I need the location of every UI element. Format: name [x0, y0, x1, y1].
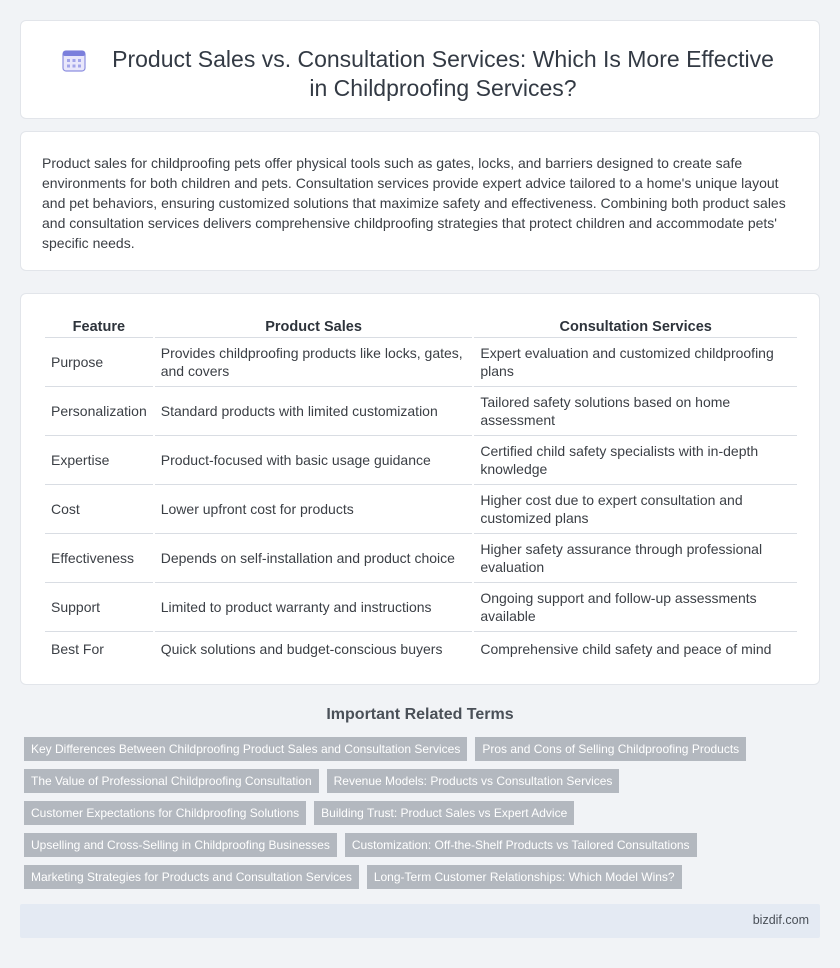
product-sales-cell: Quick solutions and budget-conscious buyers [160, 641, 443, 657]
consultation-cell: Tailored safety solutions based on home assessment [474, 387, 797, 436]
product-sales-cell: Product-focused with basic usage guidance [155, 436, 473, 485]
table-row [45, 387, 797, 436]
consultation-cell: Ongoing support and follow-up assessments available [474, 583, 797, 632]
feature-cell: Purpose [45, 338, 153, 387]
comparison-table-card [20, 293, 820, 685]
page-title: Product Sales vs. Consultation Services: Which Is More Effective in Childproofing Services? [112, 46, 774, 101]
related-term-link[interactable]: Customization: Off-the-Shelf Products vs Tailored Consultations [345, 833, 697, 857]
related-term-link[interactable]: Long-Term Customer Relationships: Which Model Wins? [367, 865, 682, 889]
table-header-row [45, 316, 797, 338]
table-row [45, 436, 797, 485]
related-terms-heading: Important Related Terms [326, 706, 514, 723]
feature-cell: Best For [51, 641, 104, 657]
calendar-icon [61, 47, 87, 73]
consultation-cell: Higher safety assurance through professional evaluation [474, 534, 797, 583]
product-sales-cell: Standard products with limited customization [155, 387, 473, 436]
feature-cell: Support [45, 583, 153, 632]
feature-cell: Expertise [45, 436, 153, 485]
product-sales-cell: Provides childproofing products like locks, gates, and covers [155, 338, 473, 387]
consultation-cell: Expert evaluation and customized childproofing plans [474, 338, 797, 387]
header-feature: Feature [45, 316, 153, 338]
related-term-link[interactable]: Pros and Cons of Selling Childproofing Products [475, 737, 746, 761]
table-row [45, 583, 797, 632]
footer-site-link[interactable]: bizdif.com [752, 913, 809, 927]
related-term-link[interactable]: Building Trust: Product Sales vs Expert Advice [314, 801, 574, 825]
consultation-cell: Higher cost due to expert consultation and customized plans [474, 485, 797, 534]
product-sales-cell: Depends on self-installation and product choice [155, 534, 473, 583]
table-row [45, 338, 797, 387]
related-term-link[interactable]: Upselling and Cross-Selling in Childproofing Businesses [24, 833, 337, 857]
consultation-cell: Comprehensive child safety and peace of mind [480, 641, 772, 657]
related-terms-list [24, 737, 814, 889]
product-sales-cell: Lower upfront cost for products [155, 485, 473, 534]
related-term-link[interactable]: Key Differences Between Childproofing Product Sales and Consultation Services [24, 737, 467, 761]
table-row [45, 534, 797, 583]
intro-paragraph: Product sales for childproofing pets offer physical tools such as gates, locks, and barriers designed to create safe environments for both children and pets. Consultation services provide expert advice tailored to a home's unique layout and pet behaviors, ensuring customized solutions that maximize safety and effectiveness. Combining both product sales and consultation services delivers comprehensive childproofing strategies that protect children and accommodate pets' specific needs. [42, 155, 786, 251]
table-row [45, 632, 797, 666]
footer [20, 904, 820, 938]
feature-cell: Cost [45, 485, 153, 534]
related-term-link[interactable]: Revenue Models: Products vs Consultation Services [327, 769, 620, 793]
intro-card [20, 131, 820, 271]
header-product-sales: Product Sales [155, 316, 473, 338]
feature-cell: Personalization [45, 387, 153, 436]
consultation-cell: Certified child safety specialists with in-depth knowledge [474, 436, 797, 485]
feature-cell: Effectiveness [45, 534, 153, 583]
related-term-link[interactable]: The Value of Professional Childproofing Consultation [24, 769, 319, 793]
product-sales-cell: Limited to product warranty and instructions [155, 583, 473, 632]
related-term-link[interactable]: Marketing Strategies for Products and Consultation Services [24, 865, 359, 889]
header-consultation-services: Consultation Services [474, 316, 797, 338]
related-term-link[interactable]: Customer Expectations for Childproofing Solutions [24, 801, 306, 825]
comparison-table [43, 316, 799, 666]
title-card [20, 20, 820, 119]
table-row [45, 485, 797, 534]
